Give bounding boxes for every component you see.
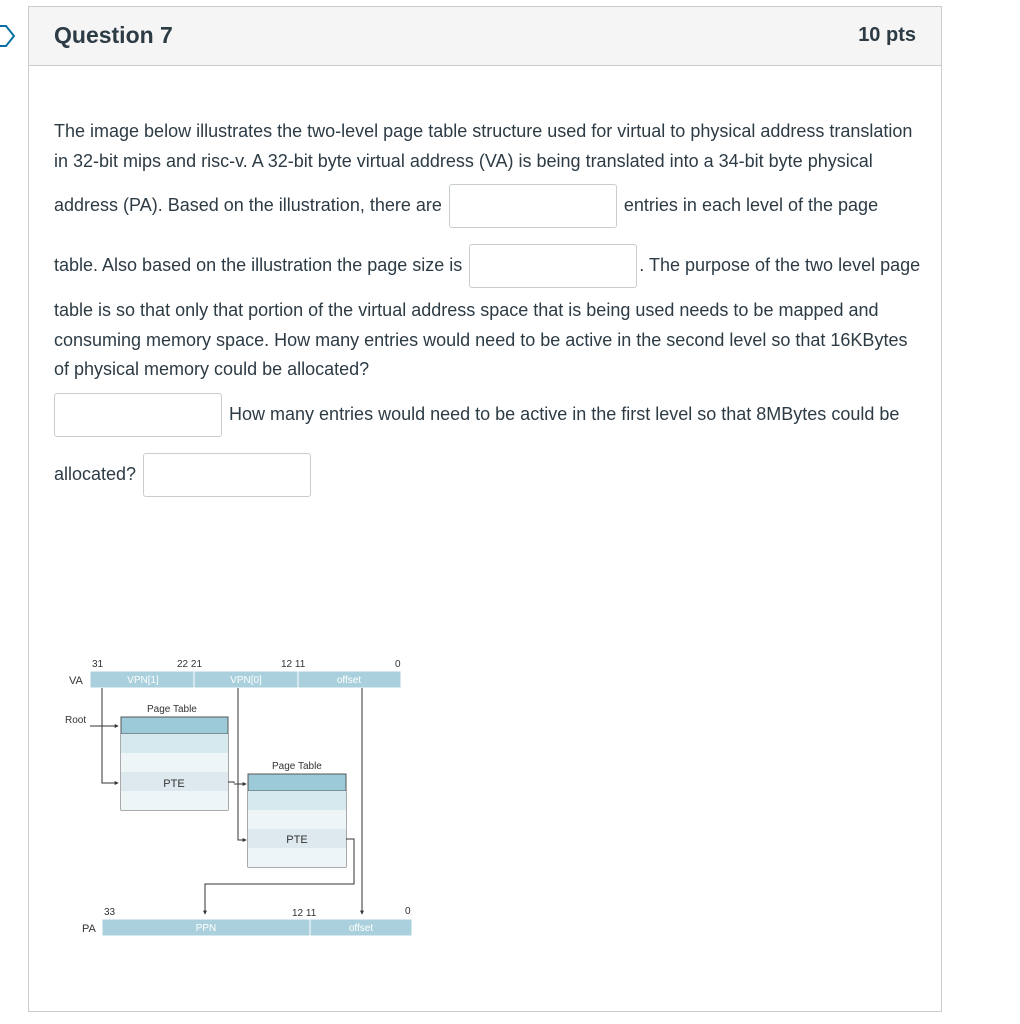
root-label: Root (65, 715, 87, 726)
va-vpn0-label: VPN[0] (230, 675, 262, 686)
question-title: Question 7 (54, 22, 173, 48)
answer-second-level-entries-input[interactable] (54, 393, 222, 437)
pa-bit-12-11: 12 11 (292, 908, 317, 919)
pa-offset-label: offset (348, 923, 374, 934)
question-marker-icon (0, 22, 18, 50)
va-bit-0: 0 (395, 659, 401, 670)
va-bit-31: 31 (92, 659, 104, 670)
va-bit-12-11: 12 11 (281, 659, 306, 670)
pte-2-label: PTE (286, 834, 308, 846)
pte-1-label: PTE (163, 778, 185, 790)
va-offset-label: offset (336, 675, 362, 686)
page-table-2-label: Page Table (272, 761, 322, 772)
question-text (54, 117, 924, 505)
va-vpn1-label: VPN[1] (127, 675, 159, 686)
pa-ppn-label: PPN (195, 923, 217, 934)
question-text-part-3: . The purpose of the two level page table is so that only that portion of the virtual address space that is being used needs to be mapped and consuming memory space. How many entries would need to be active in the second level so that 16KBytes of physical memory could be allocated? (54, 254, 921, 379)
pa-label: PA (82, 923, 96, 935)
question-text-part-1: The image below illustrates the two-level page table structure used for virtual to physical address translation in 32-bit mips and risc-v. A 32-bit byte virtual address (VA) is being translated into a 34-bit byte physical address (PA). Based on the illustration, there are (54, 121, 913, 215)
va-label: VA (69, 675, 83, 687)
question-points: 10 pts (858, 24, 916, 46)
va-bit-22-21: 22 21 (177, 659, 203, 670)
answer-first-level-entries-input[interactable] (143, 453, 311, 497)
pa-bit-0: 0 (405, 906, 411, 917)
page-table-diagram (52, 650, 432, 950)
answer-page-size-input[interactable] (469, 244, 637, 288)
question-text-part-2: entries in each level of the page table. Also based on the illustration the page size is (54, 194, 879, 275)
question-text-part-4: How many entries would need to be active in the first level so that 8MBytes could be allocated? (54, 403, 900, 484)
question-header (29, 7, 941, 66)
answer-entries-per-level-input[interactable] (449, 184, 617, 228)
page-table-1-label: Page Table (147, 704, 197, 715)
pa-bit-33: 33 (104, 907, 116, 918)
